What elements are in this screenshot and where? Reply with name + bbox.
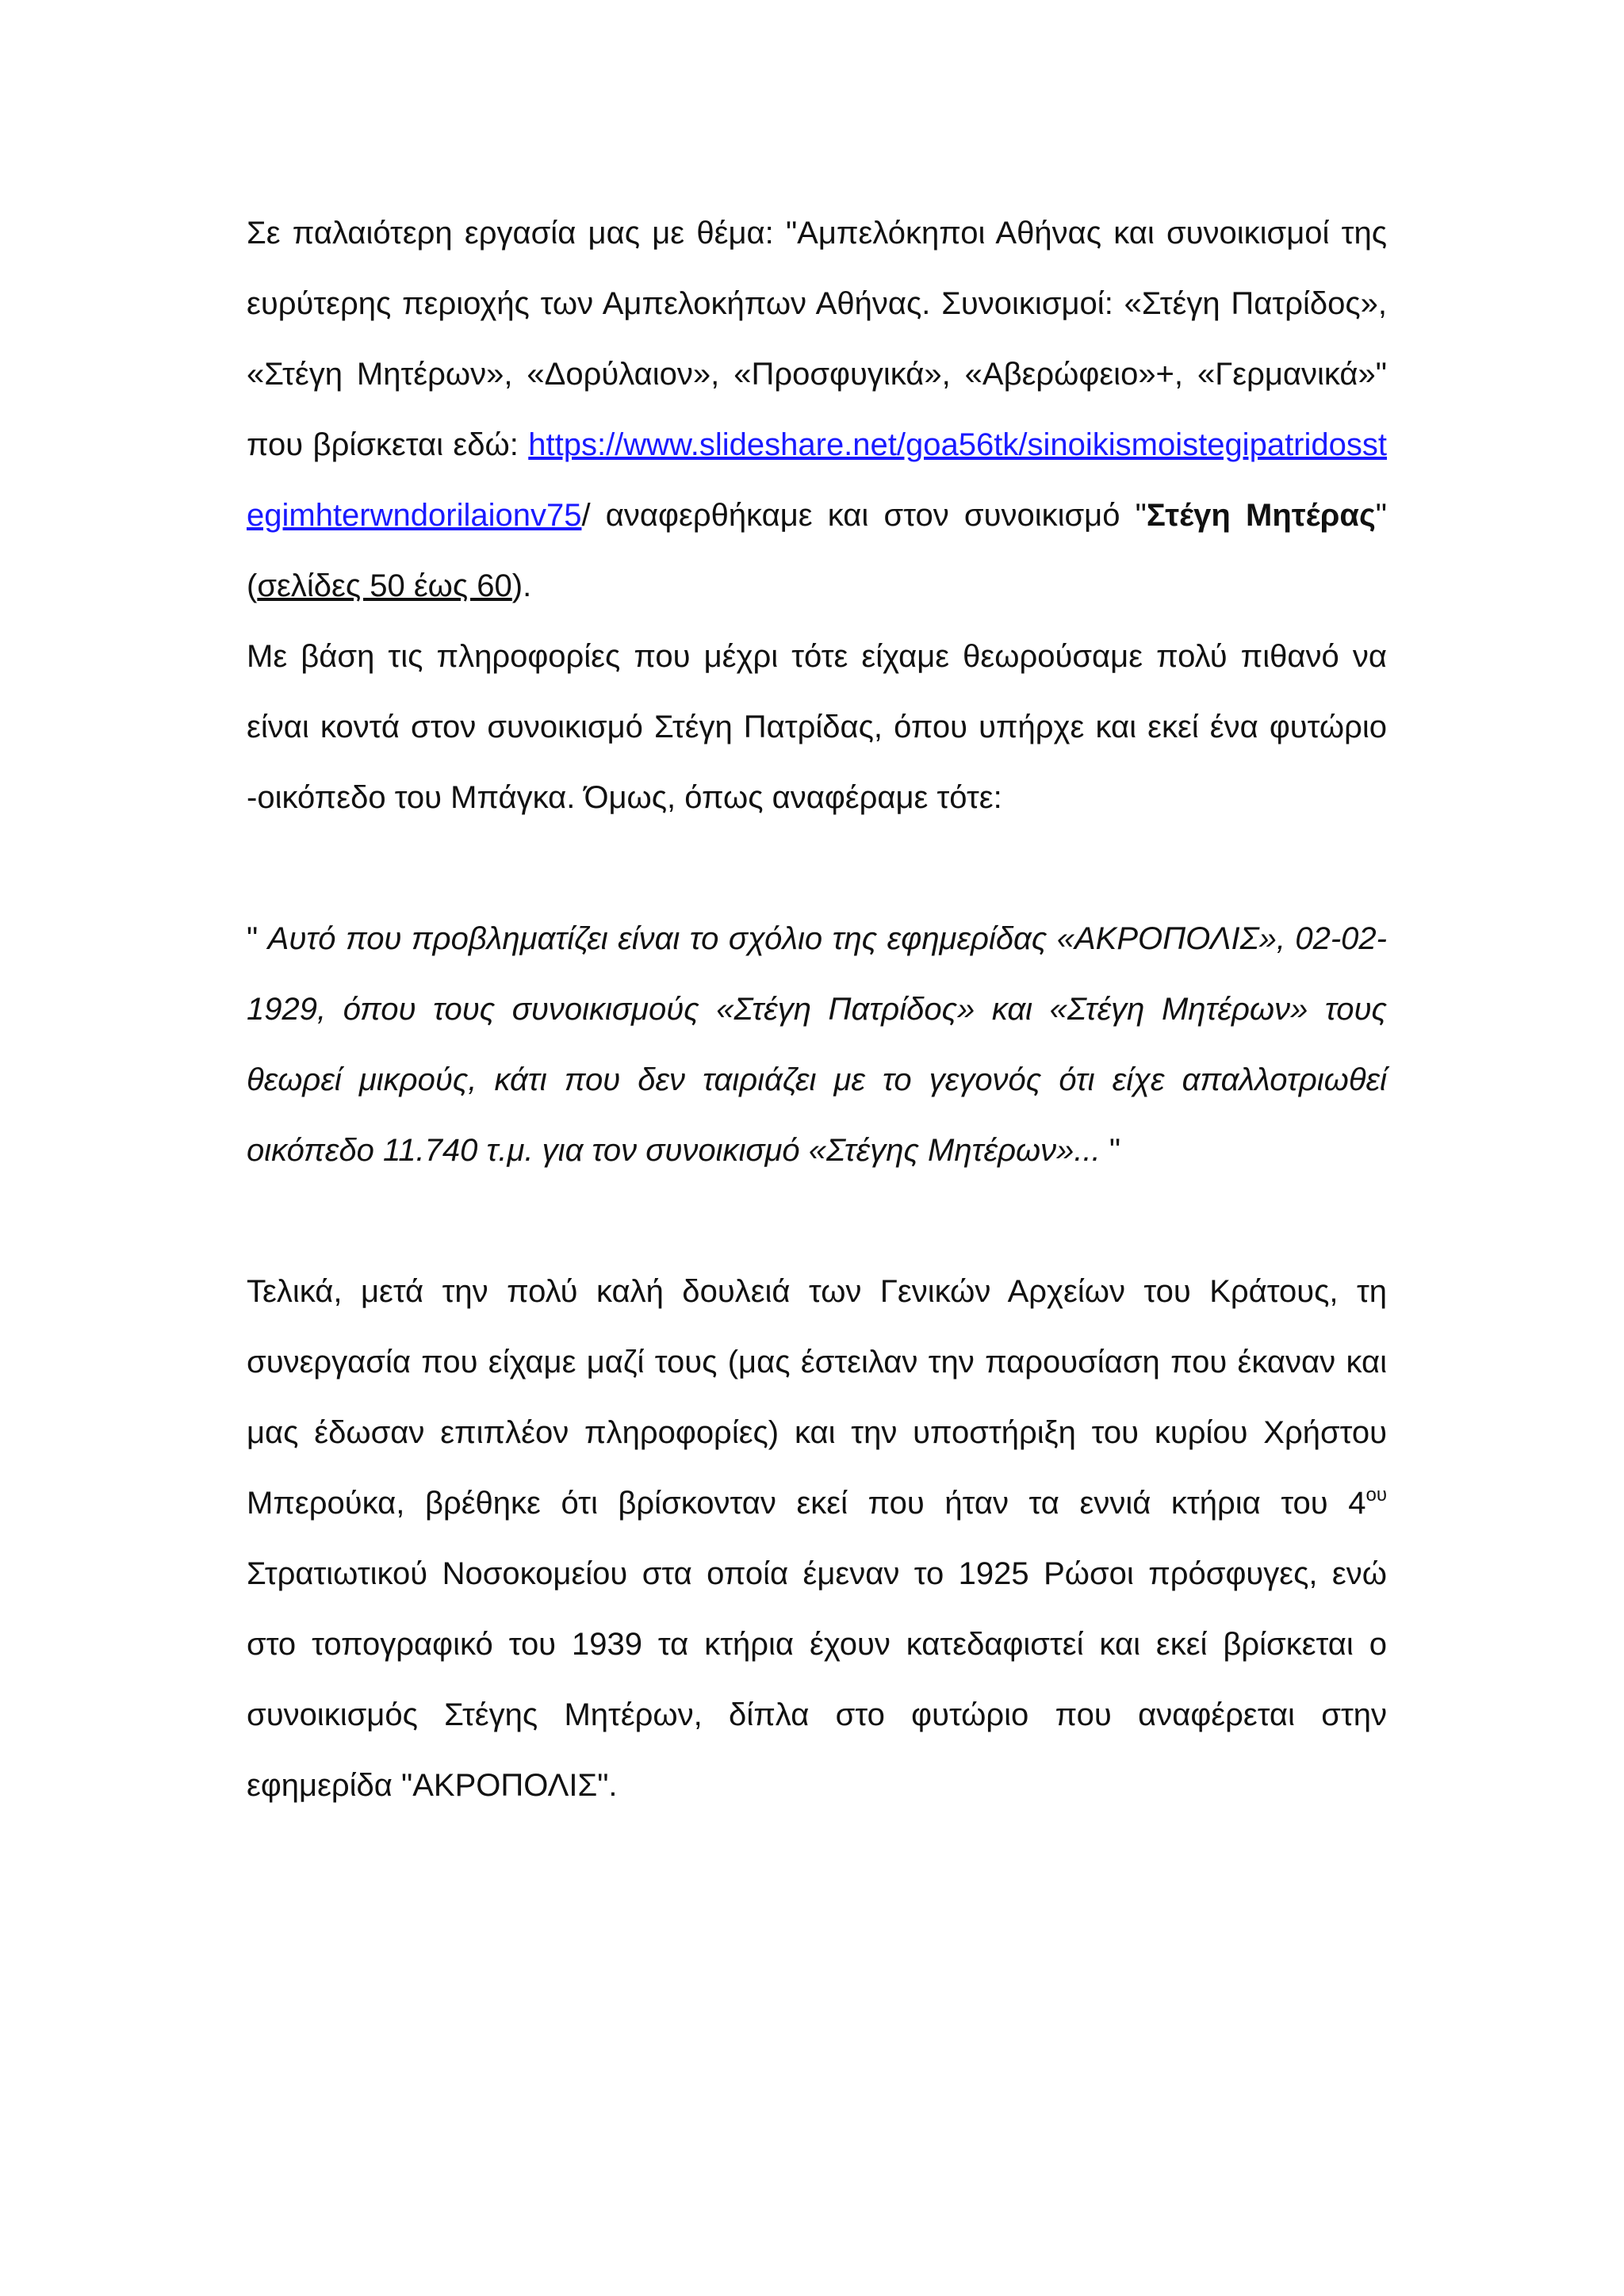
conclusion-paragraph [247, 1257, 1387, 1821]
spacer [247, 833, 1387, 904]
conclusion-text-part1: Τελικά, μετά την πολύ καλή δουλειά των Γενικών Αρχείων του Κράτους, τη συνεργασία που είχαμε μαζί τους (μας έστειλαν την παρουσίαση που έκαναν και μας έδωσαν επιπλέον πληροφορίες) και την υποστήριξη του κυρίου Χρήστου Μπερούκα, βρέθηκε ότι βρίσκονταν εκεί που ήταν τα εννιά κτήρια του 4 [247, 1274, 1387, 1521]
conclusion-text-part2: Στρατιωτικού Νοσοκομείου στα οποία έμεναν το 1925 Ρώσοι πρόσφυγες, ενώ στο τοπογραφικό του 1939 τα κτήρια έχουν κατεδαφιστεί και εκεί βρίσκεται ο συνοικισμός Στέγης Μητέρων, δίπλα στο φυτώριο που αναφέρεται στην εφημερίδα "ΑΚΡΟΠΟΛΙΣ". [247, 1556, 1387, 1803]
intro-paragraph [247, 198, 1387, 622]
intro-text-end: ). [511, 568, 532, 603]
bold-settlement-name: Στέγη Μητέρας [1146, 498, 1376, 533]
quote-text: Αυτό που προβληματίζει είναι το σχόλιο της εφημερίδας «ΑΚΡΟΠΟΛΙΣ», 02-02-1929, όπου τους συνοικισμούς «Στέγη Πατρίδος» και «Στέγη Μητέρων» τους θεωρεί μικρούς, κάτι που δεν ταιριάζει με το γεγονός ότι είχε απαλλοτριωθεί οικόπεδο 11.740 τ.μ. για τον συνοικισμό «Στέγης Μητέρων»... [247, 921, 1387, 1168]
intro-text: Σε παλαιότερη εργασία μας με θέμα: "Αμπελόκηποι Αθήνας και συνοικισμοί της ευρύτερης περιοχής των Αμπελοκήπων Αθήνας. Συνοικισμοί: «Στέγη Πατρίδος», «Στέγη Μητέρων», «Δορύλαιον», «Προσφυγικά», «Αβερώφειο»+, «Γερμανικά»" που βρίσκεται εδώ: [247, 216, 1387, 462]
quote-paragraph [247, 904, 1387, 1186]
intro-text-after-link: / αναφερθήκαμε και στον συνοικισμό " [581, 498, 1147, 533]
spacer [247, 1186, 1387, 1257]
second-paragraph: Με βάση τις πληροφορίες που μέχρι τότε είχαμε θεωρούσαμε πολύ πιθανό να είναι κοντά στον συνοικισμό Στέγη Πατρίδας, όπου υπήρχε και εκεί ένα φυτώριο -οικόπεδο του Μπάγκα. Όμως, όπως αναφέραμε τότε: [247, 639, 1387, 815]
intro-text-after-bold: " ( [247, 498, 1387, 603]
quote-close-mark: " [1100, 1133, 1121, 1168]
document-page [247, 198, 1387, 1821]
quote-open-mark: " [247, 921, 268, 956]
pages-reference: σελίδες 50 έως 60 [257, 568, 512, 603]
ordinal-superscript: ου [1365, 1484, 1387, 1506]
slideshare-link[interactable]: https://www.slideshare.net/goa56tk/sinoikismoistegipatridosstegimhterwndorilaionv75 [247, 427, 1387, 533]
